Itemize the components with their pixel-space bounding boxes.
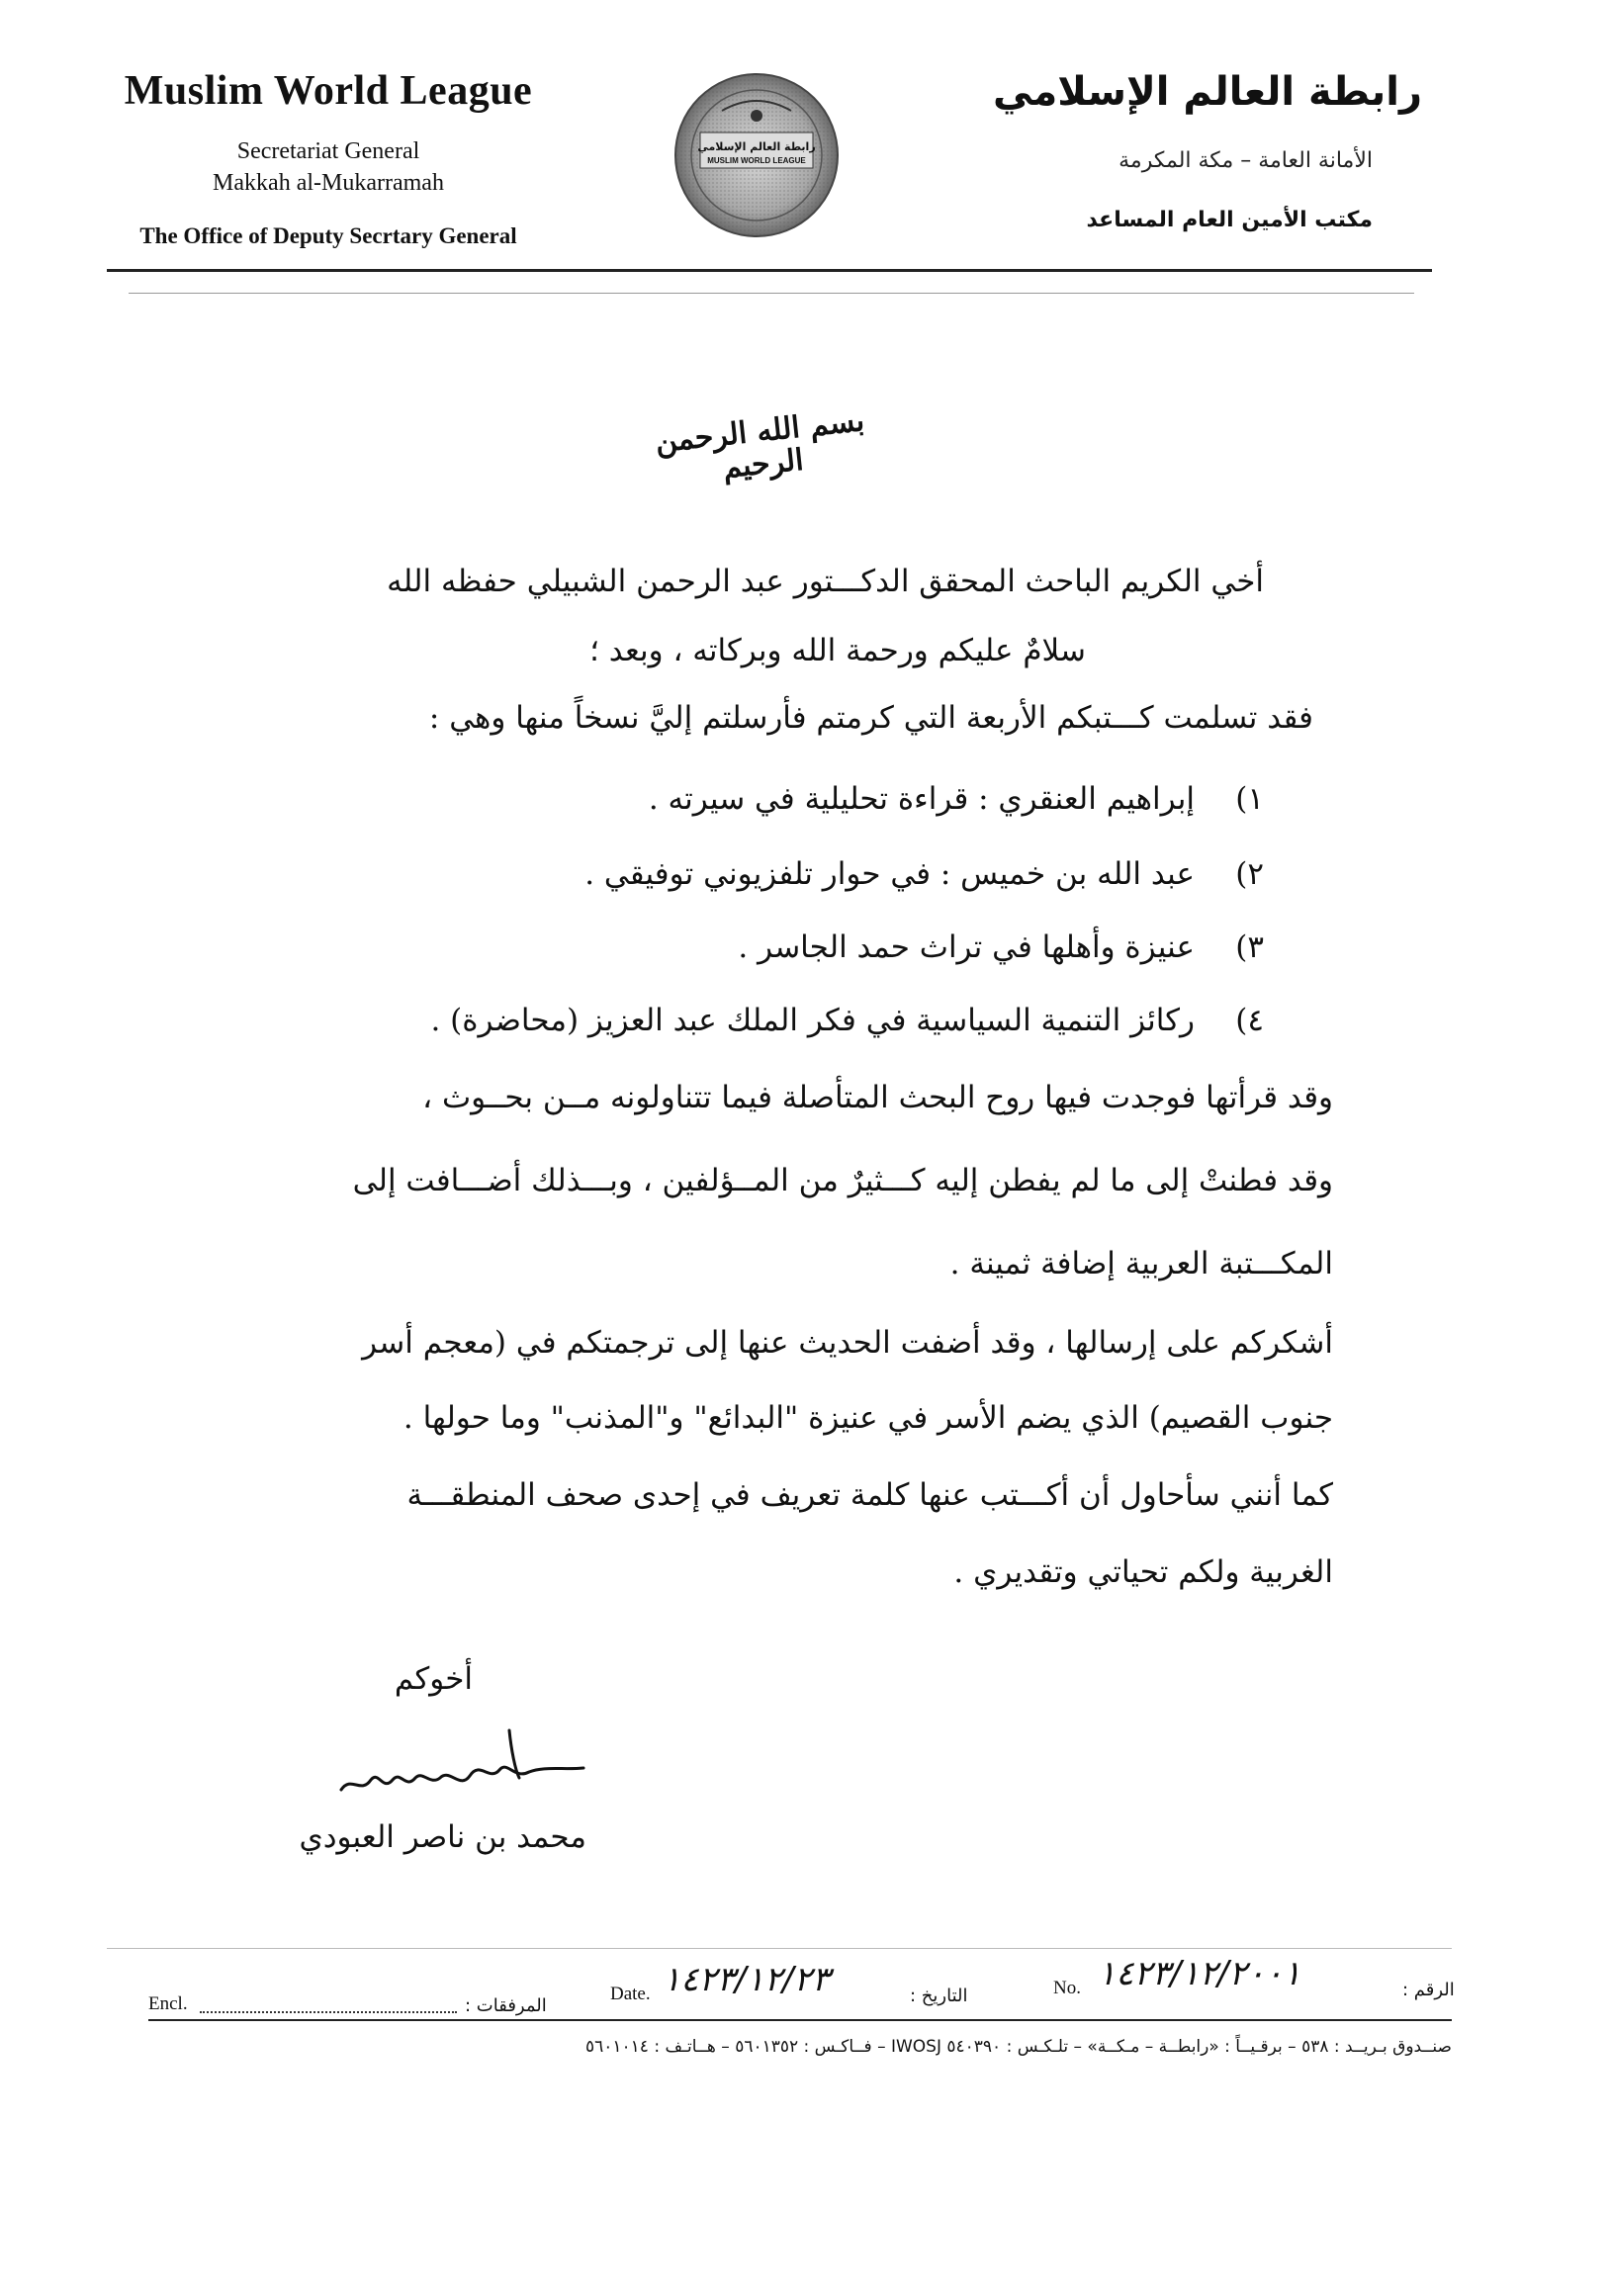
- paragraph-line: وقد قرأتها فوجدت فيها روح البحث المتأصلة فيما تتناولونه مــن بحــوث ،: [422, 1080, 1333, 1115]
- letter-salutation: أخي الكريم الباحث المحقق الدكـــتور عبد الرحمن الشبيلي حفظه الله: [387, 564, 1264, 599]
- seal-text-ar: رابطة العالم الإسلامي: [697, 140, 816, 153]
- paragraph-line: جنوب القصيم) الذي يضم الأسر في عنيزة "البدائع" و"المذنب" وما حولها .: [402, 1400, 1333, 1436]
- paragraph-line: وقد فطنتْ إلى ما لم يفطن إليه كـــثيرٌ من المــؤلفين ، وبـــذلك أضـــافت إلى: [352, 1163, 1333, 1198]
- letterhead-ar-title: رابطة العالم الإسلامي: [993, 69, 1422, 115]
- footer-encl-label: Encl.: [148, 1993, 188, 2014]
- header-divider-thin: [129, 293, 1414, 294]
- letterhead-en-title: Muslim World League: [124, 68, 533, 114]
- paragraph-line: المكـــتبة العربية إضافة ثمينة .: [949, 1246, 1333, 1281]
- league-seal-emblem: [672, 71, 841, 239]
- footer-encl-dotline: [200, 2011, 457, 2013]
- list-item-text: ركائز التنمية السياسية في فكر الملك عبد العزيز (محاضرة) .: [430, 1003, 1195, 1038]
- footer-date-label: Date.: [610, 1984, 651, 2004]
- basmala-calligraphy: بسم الله الرحمن الرحيم: [653, 403, 866, 486]
- list-item-number: ١): [1235, 781, 1264, 817]
- letter-greeting: سلامٌ عليكم ورحمة الله وبركاته ، وبعد ؛: [589, 633, 1086, 668]
- letterhead-en-secretariat: Secretariat General: [236, 138, 420, 164]
- handwritten-signature: [331, 1721, 588, 1810]
- signer-name: محمد بن ناصر العبودي: [299, 1819, 586, 1855]
- seal-text-en: MUSLIM WORLD LEAGUE: [707, 156, 806, 165]
- footer-address: صنــدوق بـريــد : ٥٣٨ – برقـيــاً : «رابطــة – مـكــة» – تلـكـس : ٥٤٠٣٩٠ IWOSJ – فــاكـس : ٥٦٠١٣٥٢ – هــاتـف : ٥٦٠١٠١٤: [585, 2037, 1452, 2057]
- letterhead-en-city: Makkah al-Mukarramah: [213, 170, 444, 196]
- footer-no-label: No.: [1053, 1978, 1081, 1998]
- letter-intro: فقد تسلمت كـــتبكم الأربعة التي كرمتم فأرسلتم إليَّ نسخاً منها وهي :: [428, 700, 1313, 736]
- list-item-number: ٤): [1235, 1003, 1264, 1038]
- letter-closing: أخوكم: [394, 1661, 473, 1697]
- header-divider: [107, 269, 1432, 272]
- footer-date-value: ١٤٢٣/١٢/٢٣: [663, 1960, 831, 1999]
- list-item-number: ٢): [1235, 856, 1264, 892]
- footer-no-value: ١٤٢٣/١٢/٢٠٠١: [1098, 1954, 1301, 1993]
- letterhead-en-office: The Office of Deputy Secrtary General: [139, 223, 517, 248]
- paragraph-line: الغربية ولكم تحياتي وتقديري .: [953, 1554, 1333, 1590]
- footer-divider: [148, 2019, 1452, 2021]
- paragraph-line: كما أنني سأحاول أن أكـــتب عنها كلمة تعريف في إحدى صحف المنطقـــة: [406, 1477, 1333, 1513]
- footer-top-rule: [107, 1948, 1452, 1949]
- letterhead-ar-office: مكتب الأمين العام المساعد: [1086, 208, 1373, 232]
- list-item-text: عبد الله بن خميس : في حوار تلفزيوني توفيقي .: [584, 856, 1195, 892]
- footer-no-label-ar: الرقم :: [1402, 1980, 1455, 2000]
- letterhead-ar-secretariat: الأمانة العامة – مكة المكرمة: [1118, 148, 1373, 173]
- list-item-text: إبراهيم العنقري : قراءة تحليلية في سيرته .: [648, 781, 1195, 817]
- list-item-text: عنيزة وأهلها في تراث حمد الجاسر .: [738, 929, 1195, 965]
- footer-date-label-ar: التاريخ :: [910, 1986, 968, 2006]
- footer-encl-label-ar: المرفقات :: [465, 1995, 547, 2016]
- paragraph-line: أشكركم على إرسالها ، وقد أضفت الحديث عنها إلى ترجمتكم في (معجم أسر: [362, 1325, 1333, 1361]
- list-item-number: ٣): [1235, 929, 1264, 965]
